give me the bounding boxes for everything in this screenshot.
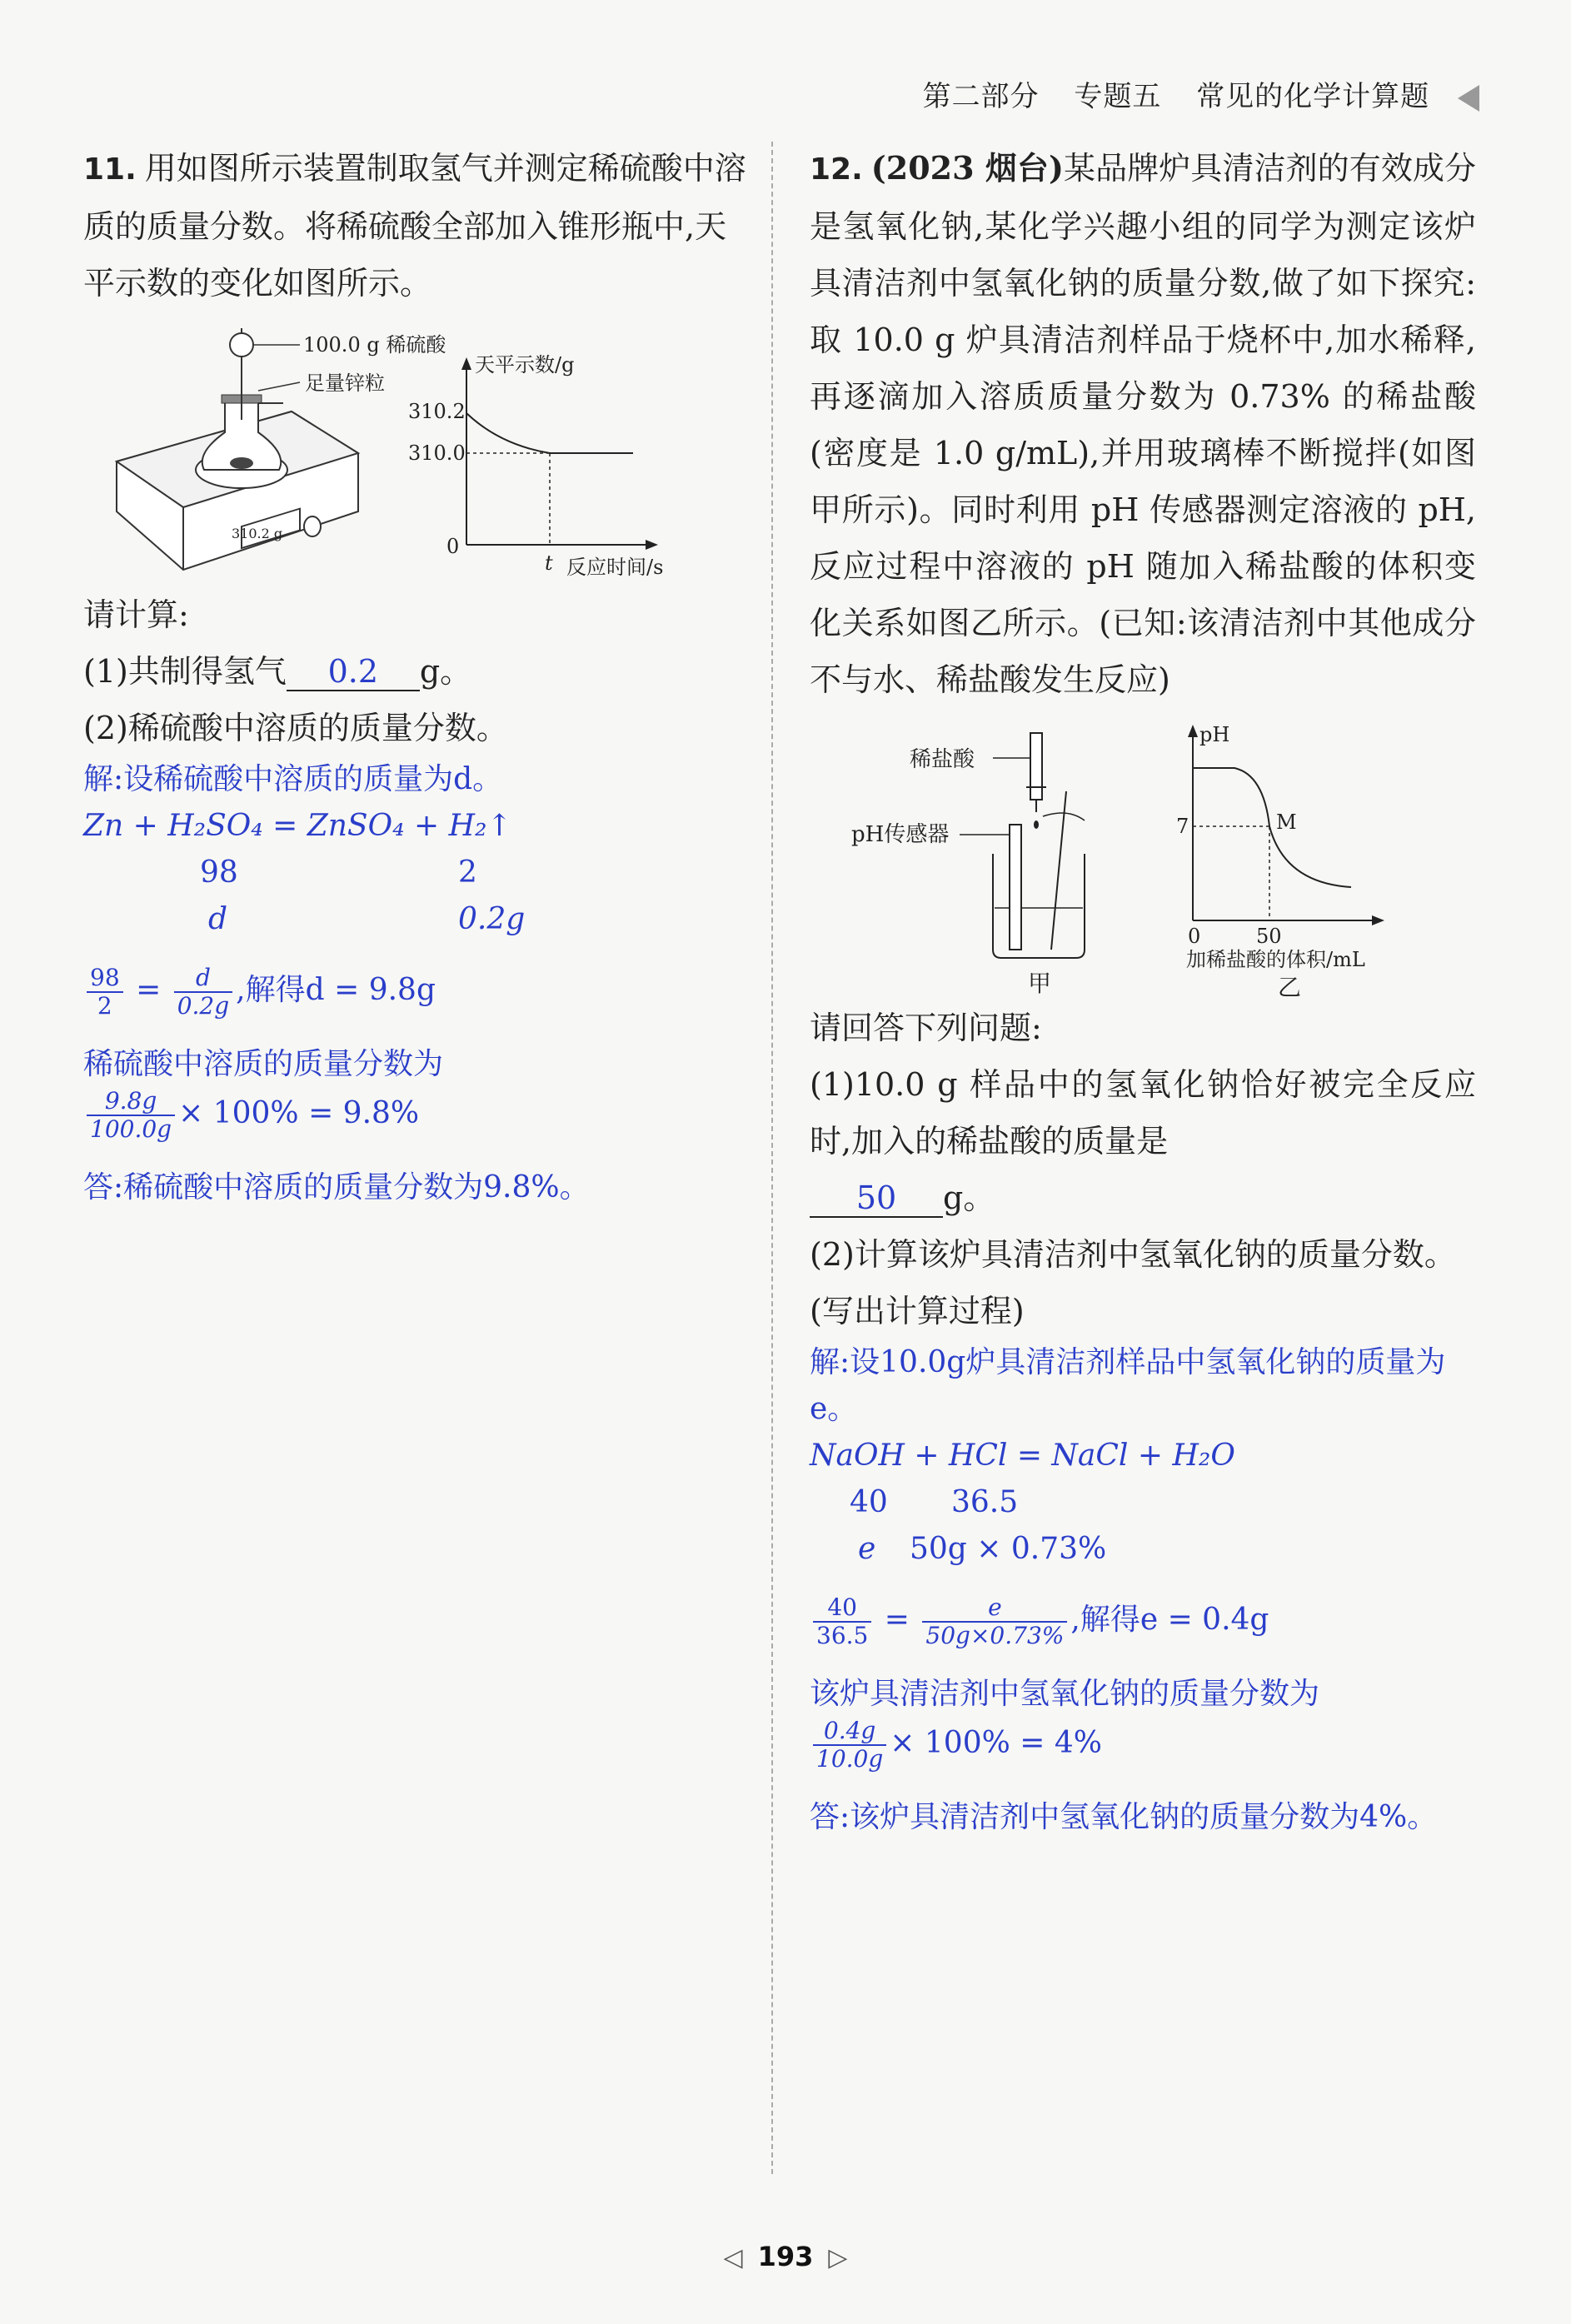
q12-proportion: $\frac{40}{36.5}$ = $\frac{e}{50g\times 0.73\%}$ ,解得e = 0.4g	[810, 1594, 1476, 1649]
q11-frac1: $\frac{98}{2}$	[87, 965, 123, 1020]
header-part: 第二部分	[922, 80, 1040, 113]
q11-sub1-unit: g。	[419, 653, 472, 690]
q12-stem	[810, 140, 1476, 708]
q11-mass-fraction-calc	[83, 1088, 750, 1143]
prev-arrow-icon: ◁	[723, 2243, 743, 2272]
q12-caption-a: 甲	[1028, 970, 1052, 997]
q12-solution	[810, 1339, 1476, 1841]
q11-figure	[100, 320, 750, 586]
q11-sub1-answer: 0.2	[287, 653, 420, 691]
question-12	[810, 140, 1476, 1841]
q11-proportion: $\frac{98}{2}$ = $\frac{d}{0.2g}$ ,解得d = 9.8g	[83, 965, 750, 1020]
page-number: 193	[757, 2241, 814, 2272]
q12-sub1-answer: 50	[810, 1179, 943, 1218]
q11-stem	[83, 140, 750, 312]
q12-frac1: $\frac{40}{36.5}$	[813, 1594, 871, 1649]
q11-sub2: (2)稀硫酸中溶质的质量分数。	[83, 710, 508, 746]
q11-answer: 答:稀硫酸中溶质的质量分数为9.8%。	[83, 1170, 590, 1204]
q11-ratio-a1: 98	[200, 855, 238, 890]
q11-ratio-a2: 2	[458, 855, 477, 890]
q11-x-label: 反应时间/s	[566, 556, 664, 579]
q11-mass-fraction-result: × 100% = 9.8%	[178, 1096, 420, 1130]
q11-ratio-b1: d	[208, 902, 228, 936]
q12-y-tick: 7	[1176, 815, 1189, 838]
q11-balance-reading: 310.2 g	[232, 526, 283, 541]
question-11	[83, 140, 750, 1211]
q12-mass-fraction-text: 该炉具清洁剂中氢氧化钠的质量分数为	[810, 1677, 1320, 1711]
q12-x-label: 加稀盐酸的体积/mL	[1186, 948, 1365, 971]
q11-y-tick-1: 310.2	[408, 400, 466, 423]
q11-solve-text: ,解得d = 9.8g	[236, 973, 436, 1007]
q11-sub1-text: (1)共制得氢气	[83, 653, 287, 690]
q12-mass-fraction-result: × 100% = 4%	[890, 1726, 1102, 1760]
q12-ratio-b1: e	[858, 1532, 876, 1566]
q11-acid-label: 100.0 g 稀硫酸	[303, 333, 446, 357]
q12-frac2: $\frac{e}{50g\times 0.73\%}$	[922, 1594, 1067, 1649]
q12-sensor-label: pH传感器	[851, 822, 950, 847]
q11-ratio-row-1	[83, 850, 750, 896]
q12-frac3: $\frac{0.4g}{10.0g}$	[813, 1718, 886, 1773]
q12-solve-text: ,解得e = 0.4g	[1070, 1603, 1269, 1637]
page-header	[898, 73, 1479, 114]
q11-ratio-b2: 0.2g	[458, 902, 526, 936]
q12-ratio-a1: 40	[850, 1485, 888, 1519]
q11-zinc-label: 足量锌粒	[305, 372, 385, 395]
q12-sub1-unit: g。	[943, 1179, 995, 1216]
next-arrow-icon: ▷	[828, 2243, 848, 2272]
page-tab-icon	[1458, 85, 1479, 112]
q11-number: 11.	[83, 152, 137, 187]
q12-figure	[843, 716, 1493, 1000]
q12-caption-b: 乙	[1278, 974, 1302, 1000]
q12-ratio-row-2	[810, 1526, 1476, 1573]
q12-ratio-b2: 50g × 0.73%	[910, 1532, 1107, 1566]
q11-frac2: $\frac{d}{0.2g}$	[174, 965, 232, 1020]
q12-sub1	[810, 1056, 1476, 1226]
q11-equation: Zn + H₂SO₄ = ZnSO₄ + H₂↑	[83, 809, 512, 843]
q12-mass-fraction-calc	[810, 1718, 1476, 1773]
q11-origin: 0	[446, 535, 460, 558]
q12-acid-label: 稀盐酸	[910, 747, 975, 772]
q12-point-m: M	[1276, 810, 1297, 834]
q12-stem-text: 某品牌炉具清洁剂的有效成分是氢氧化钠,某化学兴趣小组的同学为测定该炉具清洁剂中氢氧化钠的质量分数,做了如下探究:取 10.0 g 炉具清洁剂样品于烧杯中,加水稀释,再逐滴加入溶质质量分数为 0.73% 的稀盐酸(密度是 1.0 g/mL),并用玻璃棒不断搅拌(如图甲所示)。同时利用 pH 传感器测定溶液的 pH,反应过程中溶液的 pH 随加入稀盐酸的体积变化关系如图乙所示。(已知:该清洁剂中其他成分不与水、稀盐酸发生反应)	[810, 150, 1476, 698]
q12-prompt: 请回答下列问题:	[810, 1010, 1042, 1046]
q12-sub1-text: (1)10.0 g 样品中的氢氧化钠恰好被完全反应时,加入的稀盐酸的质量是	[810, 1066, 1476, 1160]
q12-ratio-a2: 36.5	[951, 1485, 1019, 1519]
q11-t-label: t	[545, 551, 553, 575]
q11-prompt: 请计算:	[83, 596, 189, 633]
q12-number: 12.	[810, 152, 863, 187]
q11-frac3: $\frac{9.8g}{100.0g}$	[87, 1088, 175, 1143]
q11-y-label: 天平示数/g	[475, 353, 575, 377]
q11-stem-text: 用如图所示装置制取氢气并测定稀硫酸中溶质的质量分数。将稀硫酸全部加入锥形瓶中,天平示数的变化如图所示。	[83, 150, 746, 302]
column-divider	[771, 142, 773, 2174]
q12-source: (2023 烟台)	[870, 149, 1064, 187]
q12-x-tick: 50	[1256, 925, 1282, 948]
q12-x-origin: 0	[1188, 925, 1201, 948]
q11-mass-fraction-text: 稀硫酸中溶质的质量分数为	[83, 1047, 444, 1081]
q11-sol-line1: 解:设稀硫酸中溶质的质量为d。	[83, 762, 503, 796]
header-title: 常见的化学计算题	[1196, 80, 1430, 113]
q12-sol-line1: 解:设10.0g炉具清洁剂样品中氢氧化钠的质量为e。	[810, 1345, 1446, 1426]
q11-ratio-row-2	[83, 896, 750, 943]
q12-equation: NaOH + HCl = NaCl + H₂O	[810, 1439, 1235, 1473]
page-footer	[0, 2241, 1571, 2272]
q11-y-tick-2: 310.0	[408, 441, 466, 465]
q12-ratio-row-1	[810, 1479, 1476, 1526]
header-topic: 专题五	[1074, 80, 1162, 113]
q11-solution	[83, 756, 750, 1211]
q12-y-label: pH	[1199, 723, 1230, 746]
q12-sub2: (2)计算该炉具清洁剂中氢氧化钠的质量分数。(写出计算过程)	[810, 1236, 1456, 1329]
q11-sub1	[83, 643, 750, 700]
q12-answer: 答:该炉具清洁剂中氢氧化钠的质量分数为4%。	[810, 1800, 1438, 1834]
